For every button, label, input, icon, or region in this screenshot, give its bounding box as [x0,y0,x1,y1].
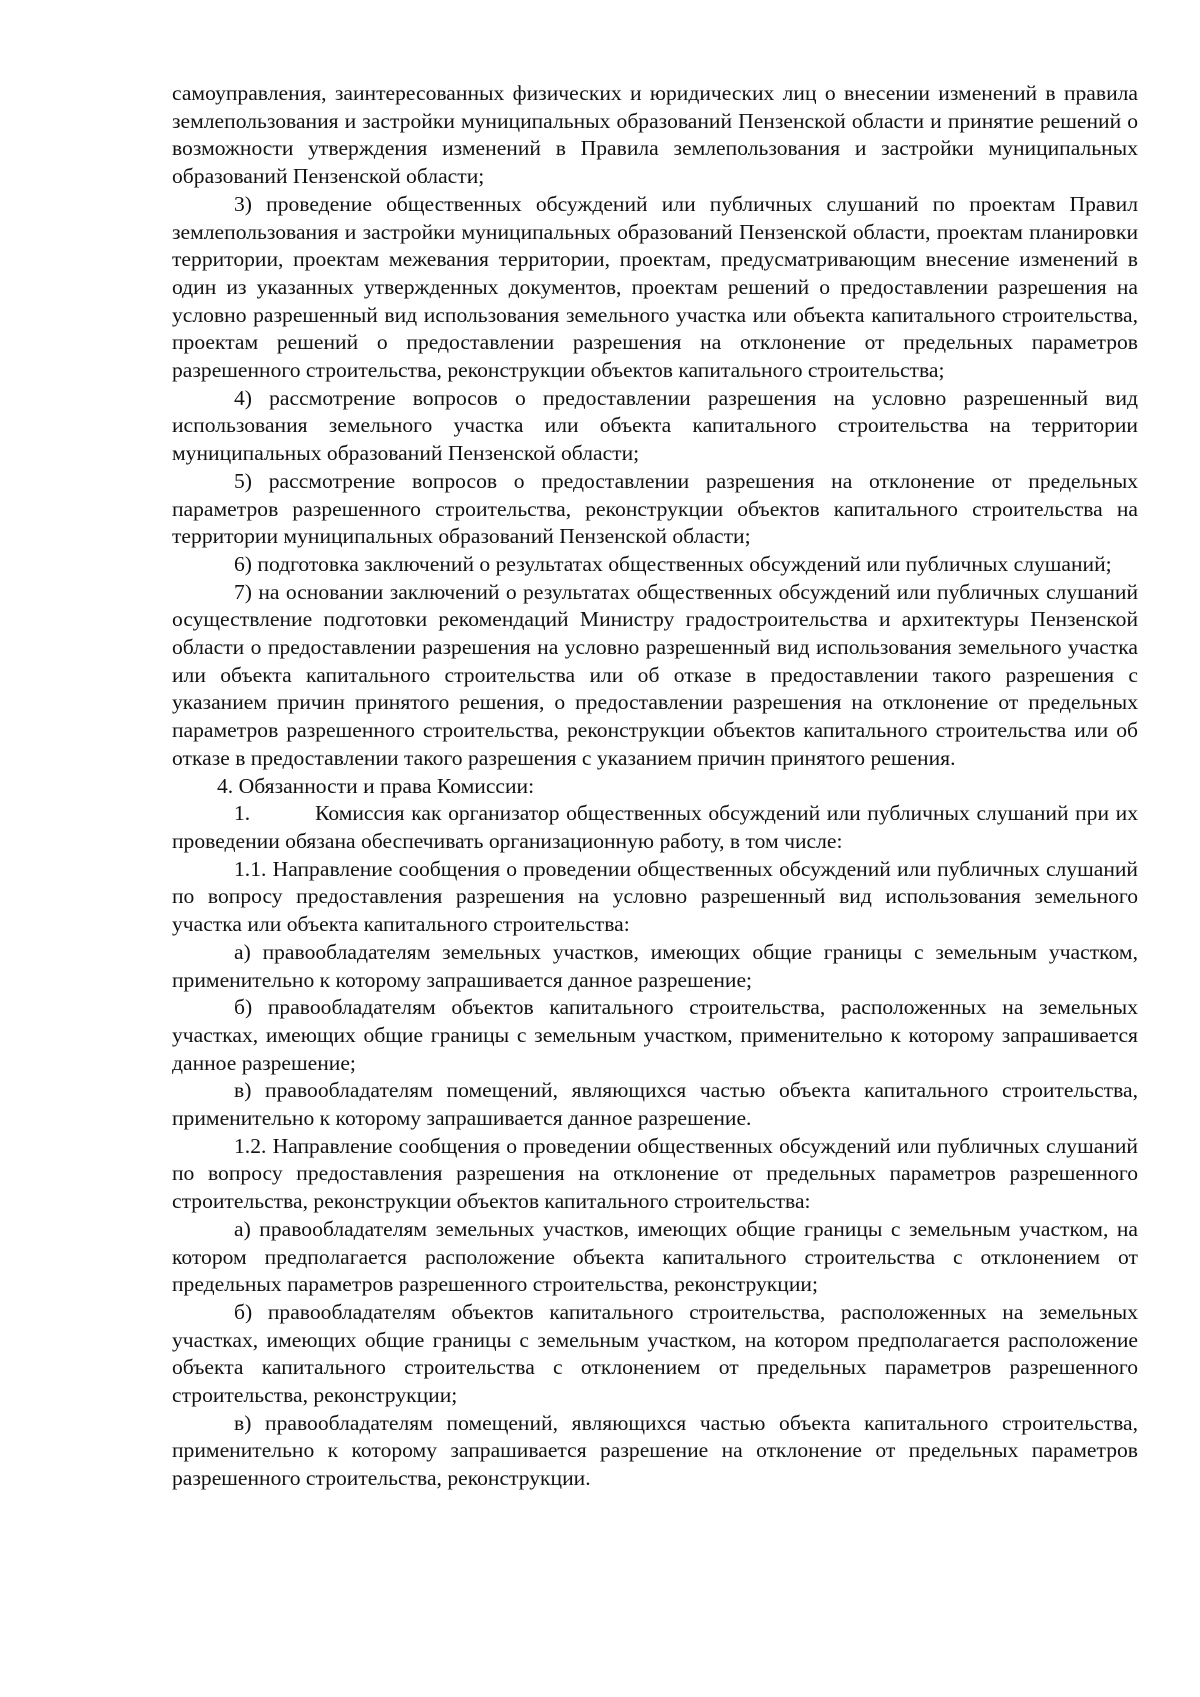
subitem-1-1: 1.1. Направление сообщения о проведении общественных обсуждений или публичных слушаний по вопросу предоставления разрешения на условно разрешенный вид использования земельного участка или объекта капитального строительства: [172,856,1138,937]
subitem-1-1-b: б) правообладателям объектов капитального строительства, расположенных на земельных участках, имеющих общие границы с земельным участком, применительно к которому запрашивается данное разрешение; [172,995,1138,1075]
paragraph-item-3: 3) проведение общественных обсуждений или публичных слушаний по проектам Правил землепользования и застройки муниципальных образований Пензенской области, проектам планировки территории, проектам межевания территории, проектам, предусматривающим внесение изменений в один из указанных утвержденных документов, проектам решений о предоставлении разрешения на условно разрешенный вид использования земельного участка или объекта капитального строительства, проектам решений о предоставлении разрешения на отклонение от предельных параметров разрешенного строительства, реконструкции объектов капитального строительства; [172,191,1138,383]
numbered-item-1 [172,800,1138,855]
subitem-1-1-a: а) правообладателям земельных участков, имеющих общие границы с земельным участком, применительно к которому запрашивается данное разрешение; [172,939,1138,992]
subitem-1-2-b: б) правообладателям объектов капитального строительства, расположенных на земельных участках, имеющих общие границы с земельным участком, на котором предполагается расположение объекта капитального строительства с отклонением от предельных параметров разрешенного строительства, реконструкции; [172,1299,1138,1408]
subitem-1-2-a: а) правообладателям земельных участков, имеющих общие границы с земельным участком, на котором предполагается расположение объекта капитального строительства с отклонением от предельных параметров разрешенного строительства, реконструкции; [172,1216,1138,1297]
document-page [172,80,1138,1493]
subitem-1-2: 1.2. Направление сообщения о проведении общественных обсуждений или публичных слушаний по вопросу предоставления разрешения на отклонение от предельных параметров разрешенного строительства, реконструкции объектов капитального строительства: [172,1133,1138,1214]
paragraph-item-6: 6) подготовка заключений о результатах общественных обсуждений или публичных слушаний; [234,551,1112,576]
paragraph-item-7: 7) на основании заключений о результатах общественных обсуждений или публичных слушаний осуществление подготовки рекомендаций Министру градостроительства и архитектуры Пензенской области о предоставлении разрешения на условно разрешенный вид использования земельного участка или объекта капитального строительства или об отказе в предоставлении такого разрешения с указанием причин принятого решения, о предоставлении разрешения на отклонение от предельных параметров разрешенного строительства, реконструкции объектов капитального строительства или об отказе в предоставлении такого разрешения с указанием причин принятого решения. [172,579,1138,770]
section-heading: 4. Обязанности и права Комиссии: [217,773,535,798]
subitem-1-1-v: в) правообладателям помещений, являющихся частью объекта капитального строительства, применительно к которому запрашивается данное разрешение. [172,1078,1138,1131]
paragraph-continuation: самоуправления, заинтересованных физических и юридических лиц о внесении изменений в правила землепользования и застройки муниципальных образований Пензенской области и принятие решений о возможности утверждения изменений в Правила землепользования и застройки муниципальных образований Пензенской области; [172,81,1138,189]
paragraph-item-4: 4) рассмотрение вопросов о предоставлении разрешения на условно разрешенный вид использования земельного участка или объекта капитального строительства на территории муниципальных образований Пензенской области; [172,385,1138,466]
subitem-1-2-v: в) правообладателям помещений, являющихся частью объекта капитального строительства, применительно к которому запрашивается разрешение на отклонение от предельных параметров разрешенного строительства, реконструкции. [172,1410,1138,1491]
item-text: Комиссия как организатор общественных обсуждений или публичных слушаний при их проведении обязана обеспечивать организационную работу, в том числе: [172,801,1138,853]
item-number: 1. [234,801,251,826]
paragraph-item-5: 5) рассмотрение вопросов о предоставлении разрешения на отклонение от предельных параметров разрешенного строительства, реконструкции объектов капитального строительства на территории муниципальных образований Пензенской области; [172,468,1138,549]
